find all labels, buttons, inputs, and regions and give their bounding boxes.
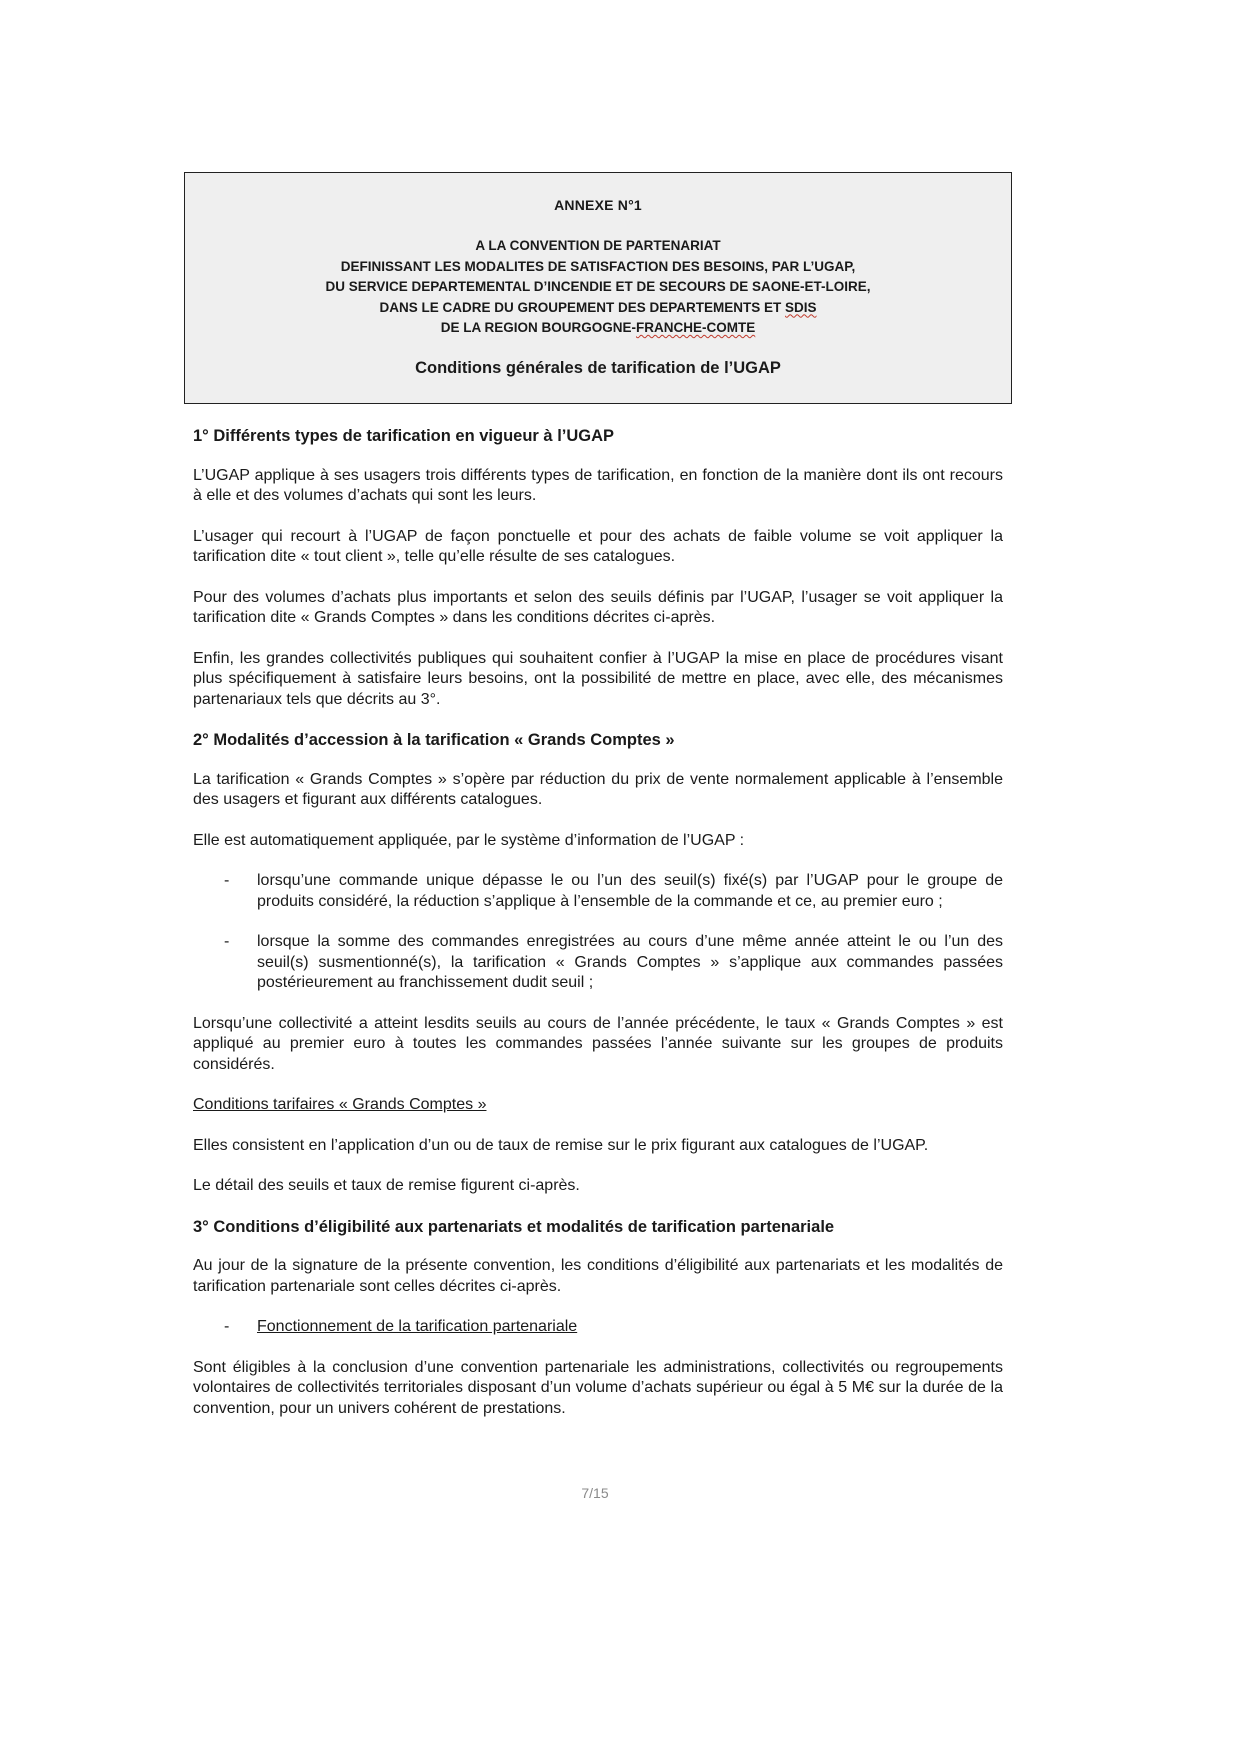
bullet-dash: - — [224, 872, 230, 889]
paragraph: Pour des volumes d’achats plus importants et selon des seuils définis par l’UGAP, l’usager se voit appliquer la tarification dite « Grands Comptes » dans les conditions décrites ci-après. — [193, 588, 1003, 626]
list-item-text: lorsqu’une commande unique dépasse le ou l’un des seuil(s) fixé(s) par l’UGAP pour le groupe de produits considéré, la réduction s’applique à l’ensemble de la commande et ce, au premier euro ; — [257, 872, 1003, 910]
annex-title-text: DANS LE CADRE DU GROUPEMENT DES DEPARTEMENTS ET — [379, 299, 785, 315]
paragraph: Au jour de la signature de la présente convention, les conditions d’éligibilité aux partenariats et les modalités de tarification partenariale sont celles décrites ci-après. — [193, 1257, 1003, 1295]
list-item-text: lorsque la somme des commandes enregistrées au cours d’une même année atteint le ou l’un des seuil(s) susmentionné(s), la tarification « Grands Comptes » s’applique aux commandes passées postérieurement au franchissement dudit seuil ; — [257, 933, 1003, 991]
paragraph: Lorsqu’une collectivité a atteint lesdits seuils au cours de l’année précédente, le taux « Grands Comptes » est appliqué au premier euro à toutes les commandes passées l’année suivante sur les groupes de produits considérés. — [193, 1014, 1003, 1073]
paragraph: Elle est automatiquement appliquée, par le système d’information de l’UGAP : — [193, 831, 745, 849]
spellcheck-flagged-word: SDIS — [785, 299, 817, 315]
annex-number: ANNEXE N°1 — [554, 197, 642, 213]
annex-title-line — [185, 318, 1011, 339]
annex-title-line: DU SERVICE DEPARTEMENTAL D’INCENDIE ET DE SECOURS DE SAONE-ET-LOIRE, — [325, 279, 871, 294]
section-1-heading: 1° Différents types de tarification en vigueur à l’UGAP — [193, 427, 615, 445]
bullet-dash: - — [224, 1318, 230, 1335]
bullet-dash: - — [224, 933, 230, 950]
page-number: 7/15 — [581, 1485, 609, 1501]
annex-subtitle: Conditions générales de tarification de l’UGAP — [415, 359, 781, 377]
section-3-heading: 3° Conditions d’éligibilité aux partenariats et modalités de tarification partenariale — [193, 1217, 835, 1236]
list-item-text: Fonctionnement de la tarification partenariale — [257, 1318, 578, 1335]
list-item — [193, 1317, 1003, 1338]
annex-title-text: DE LA REGION BOURGOGNE- — [440, 320, 636, 335]
bullet-list — [193, 1317, 1003, 1338]
paragraph: Sont éligibles à la conclusion d’une convention partenariale les administrations, collectivités ou regroupements volontaires de collectivités territoriales disposant d’un volume d’achats supérieur ou égal à 5 M€ sur la durée de la convention, pour un univers cohérent de prestations. — [193, 1358, 1003, 1417]
paragraph: Elles consistent en l’application d’un ou de taux de remise sur le prix figurant aux catalogues de l’UGAP. — [193, 1136, 929, 1154]
paragraph: La tarification « Grands Comptes » s’opère par réduction du prix de vente normalement applicable à l’ensemble des usagers et figurant aux différents catalogues. — [193, 770, 1003, 808]
paragraph: Le détail des seuils et taux de remise figurent ci-après. — [193, 1177, 580, 1194]
paragraph: Enfin, les grandes collectivités publiques qui souhaitent confier à l’UGAP la mise en place de procédures visant plus spécifiquement à satisfaire leurs besoins, ont la possibilité de mettre en place, avec elle, des mécanismes partenariaux tels que décrits au 3°. — [193, 649, 1003, 708]
list-item — [193, 932, 1003, 994]
document-body — [193, 426, 1003, 1439]
paragraph: L’UGAP applique à ses usagers trois différents types de tarification, en fonction de la manière dont ils ont recours à elle et des volumes d’achats qui sont les leurs. — [193, 466, 1003, 504]
section-2-heading: 2° Modalités d’accession à la tarification « Grands Comptes » — [193, 731, 675, 749]
annex-title-line — [185, 298, 1011, 319]
paragraph: L’usager qui recourt à l’UGAP de façon ponctuelle et pour des achats de faible volume se voit appliquer la tarification dite « tout client », telle qu’elle résulte de ses catalogues. — [193, 527, 1003, 565]
annex-header-box — [184, 172, 1012, 404]
annex-title-line: DEFINISSANT LES MODALITES DE SATISFACTION DES BESOINS, PAR L’UGAP, — [340, 258, 856, 274]
annex-title-line: A LA CONVENTION DE PARTENARIAT — [475, 238, 721, 253]
list-item — [193, 871, 1003, 912]
underlined-subheading: Conditions tarifaires « Grands Comptes » — [193, 1096, 487, 1113]
bullet-list — [193, 871, 1003, 994]
annex-title-lines — [185, 236, 1011, 339]
spellcheck-flagged-word: FRANCHE-COMTE — [636, 320, 756, 335]
